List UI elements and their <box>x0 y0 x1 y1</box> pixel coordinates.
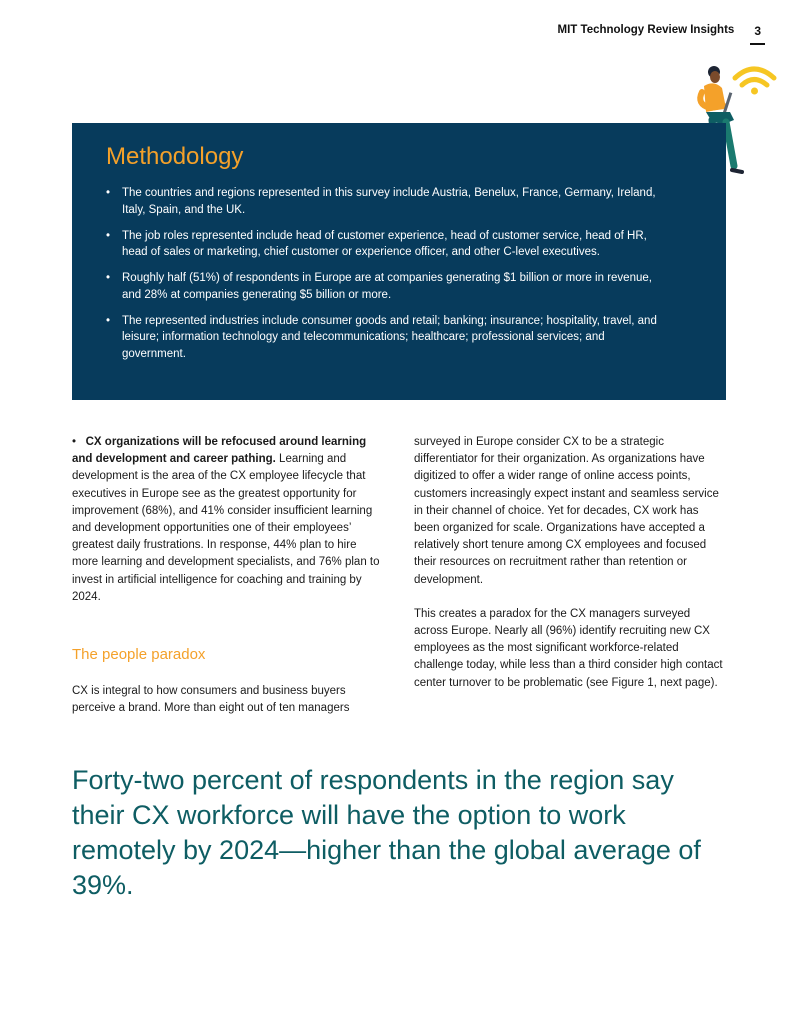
methodology-list <box>106 185 666 362</box>
bullet-text: Learning and development is the area of the CX employee lifecycle that executives in Europe see as the greatest opportunity for improvement (68%), and 41% consider insufficient learning and development opportunities one of their employees’ greatest daily frustrations. In response, 44% plan to hire more learning and development specialists, and 76% plan to invest in artificial intelligence for coaching and training by 2024. <box>72 453 380 603</box>
methodology-bullet: • Roughly half (51%) of respondents in Europe are at companies generating $1 billion or more in revenue, and 28% at companies generating $5 billion or more. <box>122 270 666 303</box>
methodology-title: Methodology <box>106 143 244 170</box>
section-subhead: The people paradox <box>72 646 206 664</box>
key-finding-bullet <box>72 434 384 606</box>
publication-name: MIT Technology Review Insights <box>557 24 735 36</box>
right-column <box>414 434 726 692</box>
page-header <box>558 24 761 38</box>
bullet-lead: CX organizations will be refocused around learning and development and career pathing. <box>72 436 367 466</box>
page-number: 3 <box>754 24 761 38</box>
methodology-bullet: • The represented industries include consumer goods and retail; banking; insurance; hospitality, travel, and leisure; information technology and telecommunications; healthcare; professional services; and government. <box>122 313 666 363</box>
wifi-icon <box>735 69 774 95</box>
methodology-bullet: • The job roles represented include head of customer experience, head of customer service, head of HR, head of sales or marketing, chief customer or experience officer, and other C-level executives. <box>122 228 666 261</box>
paragraph-people-paradox-cont: surveyed in Europe consider CX to be a strategic differentiator for their organization. As organizations have digitized to offer a wider range of online access points, customers increasingly expect instant and seamless service in their channel of choice. Yet for decades, CX work has been organized for scale. Organizations have accepted a relatively short tenure among CX employees and focused their resources on recruitment rather than retention or development. <box>414 436 719 586</box>
methodology-bullet: • The countries and regions represented in this survey include Austria, Benelux, France, Germany, Ireland, Italy, Spain, and the UK. <box>122 185 666 218</box>
methodology-box <box>72 123 726 400</box>
bullet-glyph: • <box>72 436 86 448</box>
paragraph-people-paradox-start: CX is integral to how consumers and business buyers perceive a brand. More than eight out of ten managers <box>72 685 350 715</box>
paragraph-paradox: This creates a paradox for the CX managers surveyed across Europe. Nearly all (96%) identify recruiting new CX employees as the most significant workforce-related challenge today, while less than a third consider high contact center turnover to be problematic (see Figure 1, next page). <box>414 607 723 689</box>
left-column <box>72 434 384 718</box>
pull-quote: Forty-two percent of respondents in the region say their CX workforce will have the option to work remotely by 2024—higher than the global average of 39%. <box>72 765 701 900</box>
